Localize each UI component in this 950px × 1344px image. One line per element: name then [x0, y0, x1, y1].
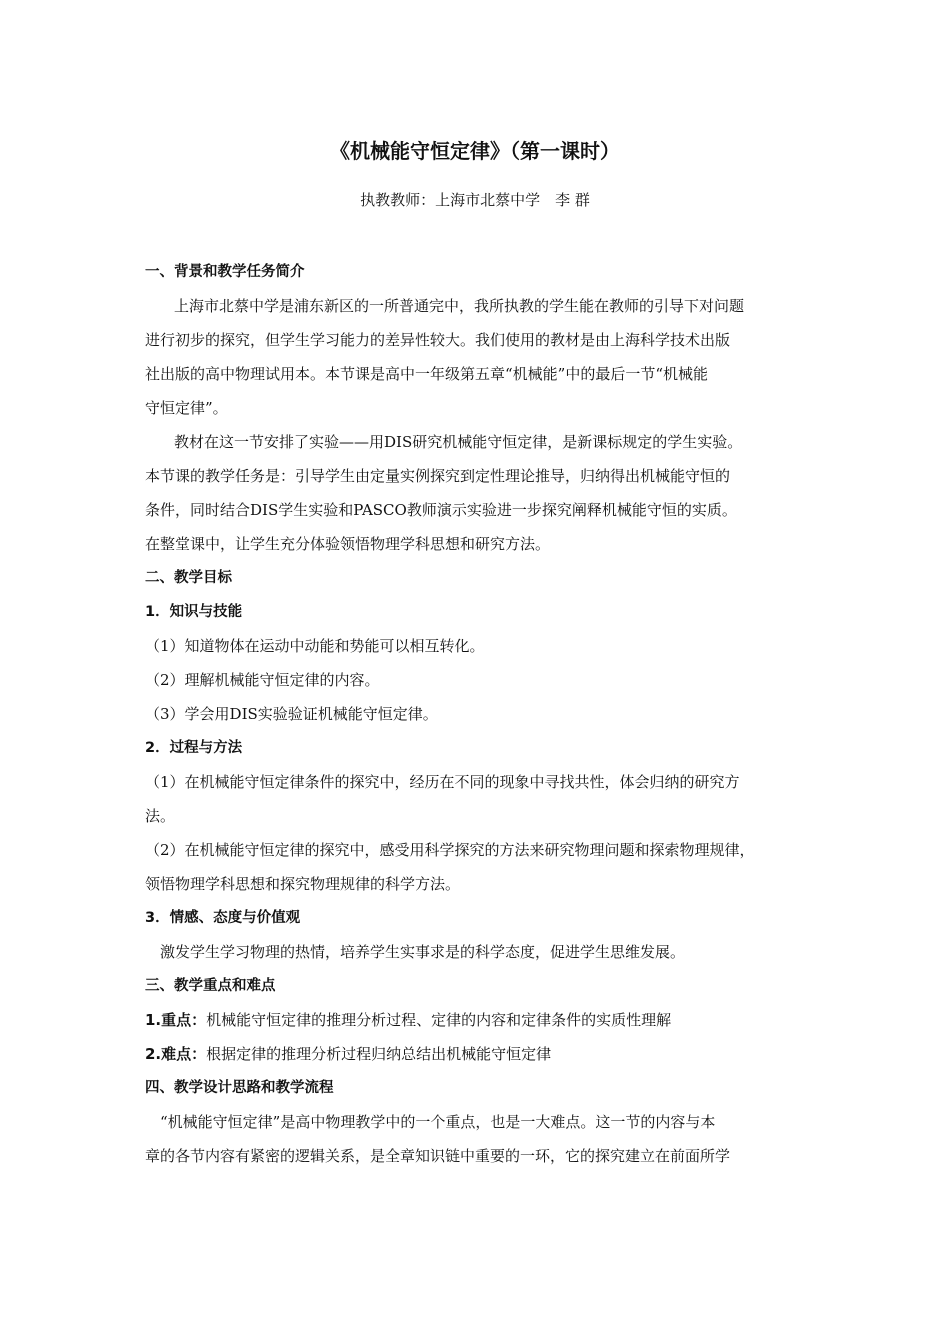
- paragraph-line: 章的各节内容有紧密的逻辑关系，是全章知识链中重要的一环，它的探究建立在前面所学: [145, 1147, 731, 1165]
- subheading-process-methods: 2．过程与方法: [145, 740, 243, 756]
- paragraph-line: 条件，同时结合DIS学生实验和PASCO教师演示实验进一步探究阐释机械能守恒的实质。: [145, 501, 737, 519]
- key-point-line: [145, 1003, 815, 1037]
- list-item: （2）理解机械能守恒定律的内容。: [145, 671, 380, 689]
- difficulty-line: [145, 1037, 815, 1071]
- document-body: [145, 255, 815, 1173]
- paragraph-line: 本节课的教学任务是：引导学生由定量实例探究到定性理论推导，归纳得出机械能守恒的: [145, 467, 731, 485]
- paragraph-line: 进行初步的探究，但学生学习能力的差异性较大。我们使用的教材是由上海科学技术出版: [145, 331, 731, 349]
- section-heading-objectives: 二、教学目标: [145, 570, 232, 586]
- difficulty-text: 根据定律的推理分析过程归纳总结出机械能守恒定律: [206, 1045, 552, 1063]
- paragraph-line: 守恒定律”。: [145, 399, 228, 417]
- difficulty-label: 2.难点：: [145, 1045, 207, 1063]
- paragraph-line: 社出版的高中物理试用本。本节课是高中一年级第五章“机械能”中的最后一节“机械能: [145, 365, 709, 383]
- document-subtitle: 执教教师：上海市北蔡中学 李 群: [360, 191, 590, 209]
- paragraph-line: 教材在这一节安排了实验——用DIS研究机械能守恒定律，是新课标规定的学生实验。: [174, 433, 743, 451]
- list-item: （1）在机械能守恒定律条件的探究中，经历在不同的现象中寻找共性，体会归纳的研究方: [145, 773, 740, 791]
- list-item: 领悟物理学科思想和探究物理规律的科学方法。: [145, 875, 461, 893]
- section-heading-background: 一、背景和教学任务简介: [145, 264, 305, 280]
- key-point-label: 1.重点：: [145, 1011, 207, 1029]
- paragraph-line: 激发学生学习物理的热情，培养学生实事求是的科学态度，促进学生思维发展。: [160, 943, 686, 961]
- list-item: （3）学会用DIS实验验证机械能守恒定律。: [145, 705, 438, 723]
- paragraph-line: 在整堂课中，让学生充分体验领悟物理学科思想和研究方法。: [145, 535, 551, 553]
- subheading-attitude-values: 3．情感、态度与价值观: [145, 910, 301, 926]
- list-item: （1）知道物体在运动中动能和势能可以相互转化。: [145, 637, 485, 655]
- list-item: 法。: [145, 807, 176, 825]
- section-heading-key-points: 三、教学重点和难点: [145, 978, 276, 994]
- list-item: （2）在机械能守恒定律的探究中，感受用科学探究的方法来研究物理问题和探索物理规律，: [145, 841, 755, 859]
- document-title: 《机械能守恒定律》（第一课时）: [330, 139, 620, 163]
- paragraph-line: 上海市北蔡中学是浦东新区的一所普通完中，我所执教的学生能在教师的引导下对问题: [174, 297, 745, 315]
- subheading-knowledge-skills: 1．知识与技能: [145, 604, 243, 620]
- key-point-text: 机械能守恒定律的推理分析过程、定律的内容和定律条件的实质性理解: [206, 1011, 672, 1029]
- section-heading-design: 四、教学设计思路和教学流程: [145, 1080, 334, 1096]
- paragraph-line: “机械能守恒定律”是高中物理教学中的一个重点，也是一大难点。这一节的内容与本: [160, 1113, 716, 1131]
